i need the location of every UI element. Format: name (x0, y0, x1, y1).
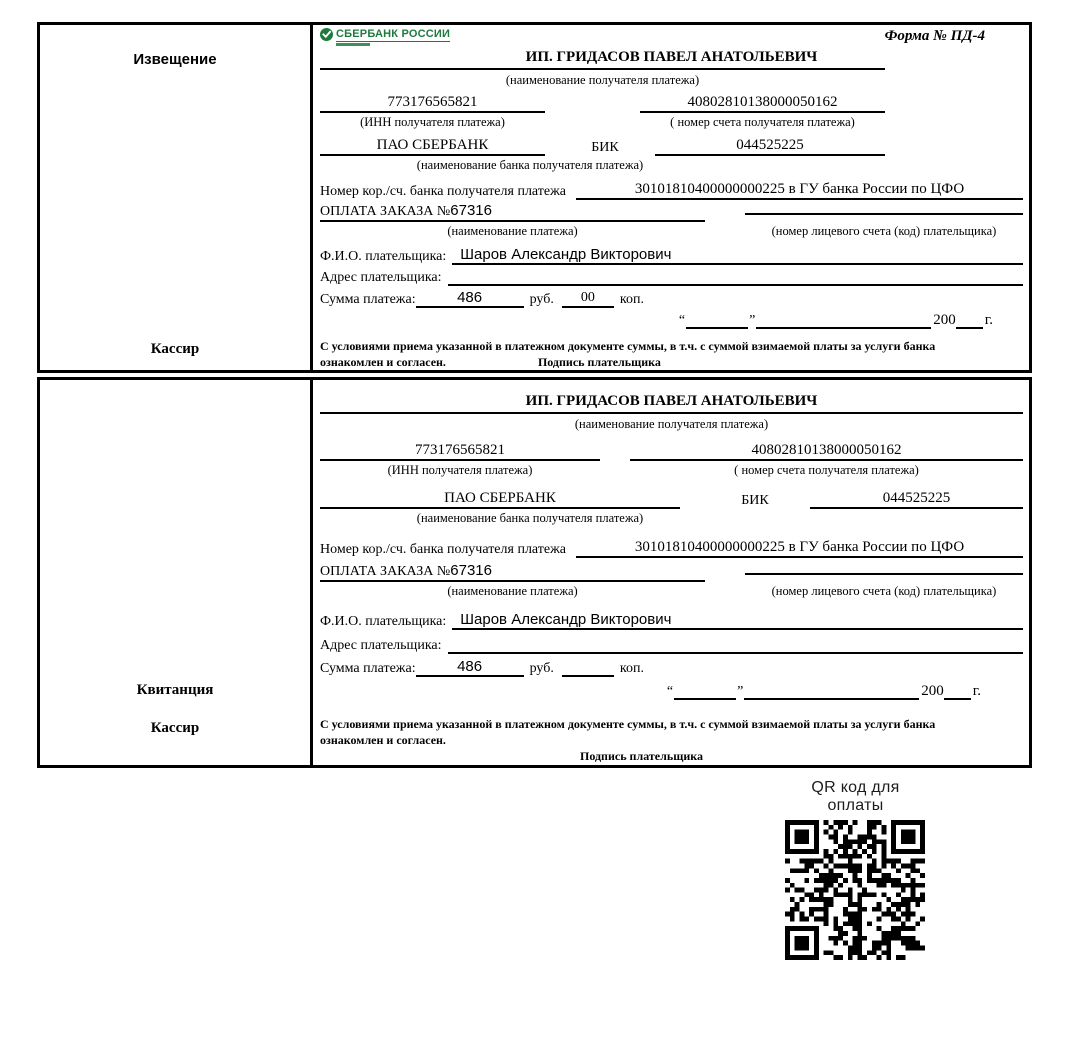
sum-rub-value: 486 (416, 658, 524, 677)
quote-open: “ (666, 684, 674, 699)
form-number-label: Форма № ПД-4 (884, 28, 985, 44)
form-header-row (320, 28, 1023, 47)
personal-account-line (745, 573, 1023, 575)
payer-address-value (448, 284, 1023, 286)
payment-captions-row (320, 582, 1023, 606)
account-caption: ( номер счета получателя платежа) (670, 114, 855, 129)
receipt-title: Квитанция (136, 682, 214, 698)
sum-rub-value: 486 (416, 289, 524, 308)
kop-label: коп. (619, 292, 644, 308)
notice-title: Извещение (133, 51, 217, 68)
payment-name (320, 202, 705, 222)
corr-value: 30101810400000000225 в ГУ банка России по ЦФО (576, 181, 1023, 200)
sum-kop-value (562, 675, 614, 677)
inn-account-row (320, 435, 1023, 461)
receipt-section (37, 377, 1032, 768)
payer-address-label: Адрес плательщика: (320, 270, 442, 286)
payer-address-value (448, 652, 1023, 654)
agreement-line1: С условиями приема указанной в платежном документе суммы, в т.ч. с суммой взимаемой платы за услуги банка (320, 717, 936, 731)
payer-name-label: Ф.И.О. плательщика: (320, 614, 447, 629)
corr-account-row (320, 533, 1023, 558)
agreement-line2: ознакомлен и согласен. (320, 733, 446, 747)
payment-number: 67316 (450, 201, 492, 219)
payment-name-row (320, 200, 1023, 221)
date-day-line (686, 327, 748, 329)
year-prefix: 200 (921, 683, 944, 699)
personal-account-caption: (номер лицевого счета (код) плательщика) (771, 223, 997, 238)
payment-caption: (наименование платежа) (447, 223, 578, 238)
notice-form-body (313, 25, 1029, 370)
date-row (320, 310, 1023, 329)
bank-row (320, 135, 1023, 156)
notice-side-column (40, 25, 313, 370)
cashier-label: Кассир (150, 720, 200, 736)
date-day-line (674, 698, 736, 700)
payment-caption: (наименование платежа) (447, 584, 578, 598)
inn-account-captions (320, 461, 1023, 486)
payee-name: ИП. ГРИДАСОВ ПАВЕЛ АНАТОЛЬЕВИЧ (525, 393, 818, 409)
bank-caption: (наименование банка получателя платежа) (416, 511, 644, 525)
sberbank-logo-tagline (336, 43, 370, 46)
payment-name-row (320, 558, 1023, 582)
year-line (944, 698, 971, 700)
account-caption: ( номер счета получателя платежа) (734, 463, 919, 477)
qr-label: QR код для оплаты (811, 779, 900, 814)
sum-kop-value: 00 (562, 290, 614, 308)
kop-label: коп. (619, 661, 644, 676)
account-value: 40802810138000050162 (640, 94, 885, 113)
receipt-side-column (40, 380, 313, 765)
sum-label: Сумма платежа: (320, 661, 416, 676)
payer-address-label: Адрес плательщика: (320, 638, 442, 653)
payer-address-row (320, 265, 1023, 286)
agreement-line2: ознакомлен и согласен. (320, 355, 446, 370)
sberbank-logo-text: СБЕРБАНК РОССИИ (336, 28, 451, 40)
payment-captions-row (320, 222, 1023, 244)
quote-open: “ (678, 313, 686, 329)
cashier-label: Кассир (150, 341, 200, 357)
signature-label: Подпись плательщика (580, 749, 703, 763)
payment-prefix: ОПЛАТА ЗАКАЗА № (320, 564, 451, 579)
sum-row (320, 289, 1023, 308)
payee-caption: (наименование получателя платежа) (505, 72, 700, 87)
date-month-line (744, 698, 919, 700)
corr-account-row (320, 178, 1023, 200)
corr-value: 30101810400000000225 в ГУ банка России по ЦФО (576, 539, 1023, 558)
qr-code-image (785, 820, 925, 960)
agreement-text (320, 716, 1023, 748)
bank-caption-row (320, 156, 1023, 178)
rub-label: руб. (529, 292, 554, 308)
receipt-form-body (313, 380, 1029, 765)
account-value: 40802810138000050162 (630, 442, 1023, 461)
corr-label: Номер кор./сч. банка получателя платежа (320, 542, 566, 557)
inn-account-captions (320, 113, 1023, 136)
qr-block (783, 779, 928, 965)
sberbank-tick-icon (320, 28, 333, 46)
sberbank-logo (320, 28, 450, 46)
bank-caption: (наименование банка получателя платежа) (416, 158, 644, 173)
bank-row (320, 486, 1023, 509)
sum-row (320, 657, 1023, 677)
bank-name: ПАО СБЕРБАНК (320, 490, 680, 509)
personal-account-line (745, 213, 1023, 215)
bank-name: ПАО СБЕРБАНК (320, 137, 545, 156)
inn-caption: (ИНН получателя платежа) (360, 114, 505, 129)
corr-label: Номер кор./сч. банка получателя платежа (320, 184, 566, 200)
bank-caption-row (320, 509, 1023, 533)
payer-name-label: Ф.И.О. плательщика: (320, 248, 447, 264)
year-line (956, 327, 983, 329)
payee-name: ИП. ГРИДАСОВ ПАВЕЛ АНАТОЛЬЕВИЧ (525, 48, 818, 65)
payee-caption: (наименование получателя платежа) (574, 417, 769, 431)
notice-section (37, 22, 1032, 373)
agreement-text (320, 338, 1023, 370)
rub-label: руб. (529, 661, 554, 676)
payment-number: 67316 (450, 562, 492, 579)
year-suffix: г. (984, 312, 993, 329)
bik-value: 044525225 (810, 490, 1023, 509)
year-prefix: 200 (933, 312, 956, 329)
payer-name-row (320, 606, 1023, 630)
quote-close: ” (737, 684, 744, 699)
payer-address-row (320, 630, 1023, 654)
inn-caption: (ИНН получателя платежа) (387, 463, 533, 477)
inn-value: 773176565821 (320, 442, 600, 461)
quote-close: ” (749, 313, 756, 329)
date-month-line (756, 327, 931, 329)
personal-account-caption: (номер лицевого счета (код) плательщика) (771, 584, 997, 598)
payer-name-row (320, 243, 1023, 264)
inn-value: 773176565821 (320, 94, 545, 113)
bik-label: БИК (741, 493, 769, 508)
date-row (320, 679, 1023, 700)
signature-label: Подпись плательщика (537, 355, 661, 370)
payer-name-value: Шаров Александр Викторович (452, 611, 1023, 630)
sum-label: Сумма платежа: (320, 292, 416, 308)
bik-value: 044525225 (655, 137, 885, 156)
payer-name-value: Шаров Александр Викторович (452, 246, 1023, 265)
bik-label: БИК (591, 140, 619, 156)
inn-account-row (320, 90, 1023, 113)
payment-prefix: ОПЛАТА ЗАКАЗА № (320, 203, 451, 219)
agreement-line1: С условиями приема указанной в платежном документе суммы, в т.ч. с суммой взимаемой платы за услуги банка (320, 339, 936, 354)
year-suffix: г. (972, 683, 981, 699)
payment-name (320, 562, 705, 582)
